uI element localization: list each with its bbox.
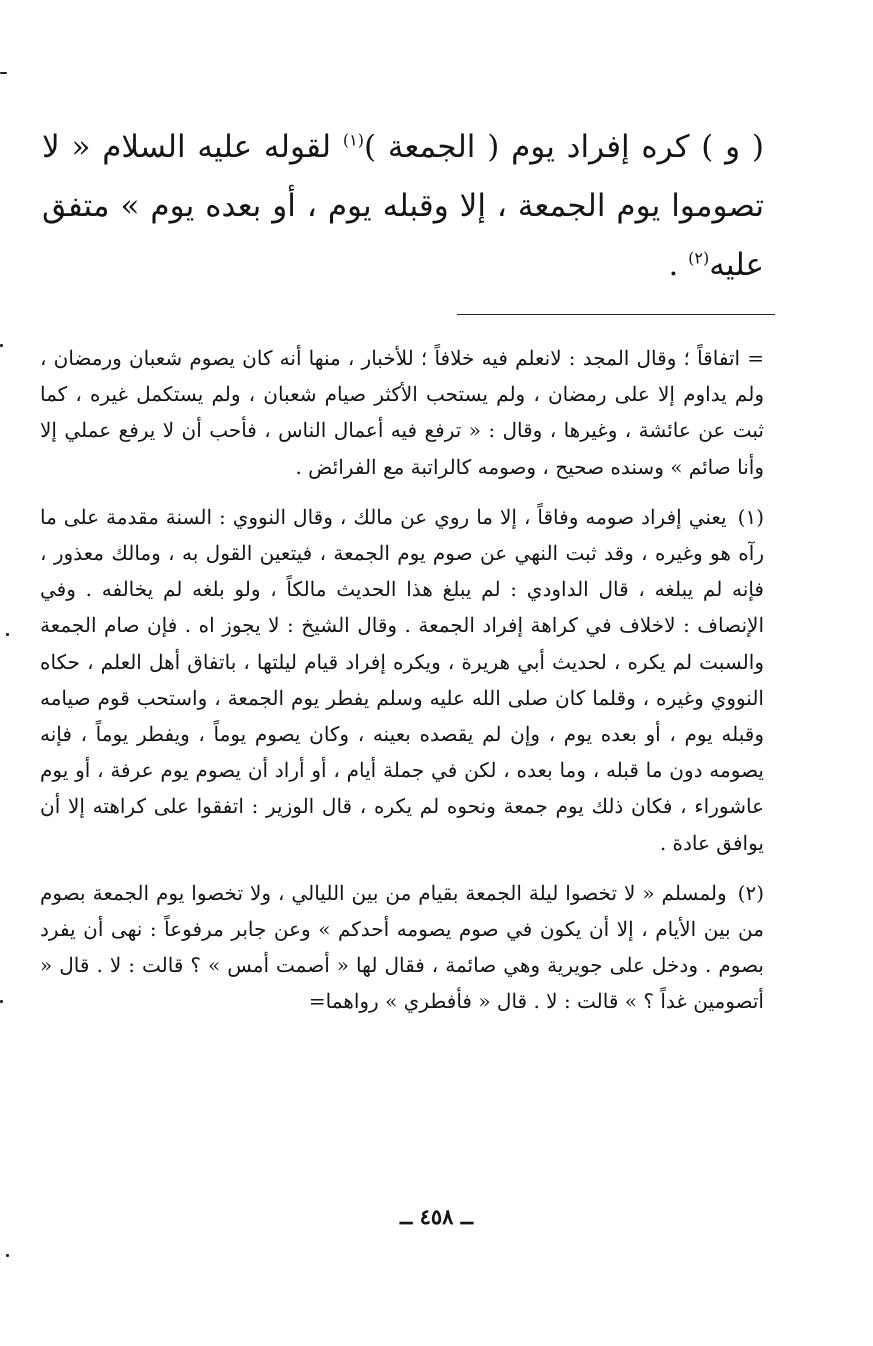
margin-mark	[0, 72, 7, 74]
footnote-1-number: (١)	[737, 504, 764, 529]
footnote-marker-2: (٢)	[688, 248, 710, 268]
main-text-end: .	[668, 247, 689, 283]
margin-mark	[6, 1254, 9, 1257]
footnote-1	[40, 499, 764, 861]
main-text-part1: ( و ) كره إفراد يوم ( الجمعة )	[363, 129, 765, 165]
footnote-marker-1: (١)	[342, 130, 364, 150]
margin-mark	[0, 344, 3, 347]
footnote-continuation: = اتفاقاً ؛ وقال المجد : لانعلم فيه خلافاً ؛ للأخبار ، منها أنه كان يصوم شعبان ورمضان ، ولم يداوم إلا على رمضان ، ولم يستحب الأكثر صيام شعبان ، ولم يستكمل غيره ، كما ثبت عن عائشة ، وغيرها ، وقال : « ترفع فيه أعمال الناس ، فأحب أن لا يرفع عملي إلا وأنا صائم » وسنده صحيح ، وصومه كالراتبة مع الفرائض .	[40, 346, 765, 479]
footnote-2-text: ولمسلم « لا تخصوا ليلة الجمعة بقيام من بين الليالي ، ولا تخصوا يوم الجمعة بصوم من بين الأيام ، إلا أن يكون في صوم يصومه أحدكم » وعن جابر مرفوعاً : نهى أن يفرد بصوم . ودخل على جويرية وهي صائمة ، فقال لها « أصمت أمس » ؟ قالت : لا . قال « أتصومين غداً ؟ » قالت : لا . قال « فأفطري » رواهما=	[40, 880, 764, 1014]
footnotes	[40, 340, 764, 1034]
footnote-separator	[457, 314, 775, 315]
footnote-2	[40, 875, 764, 1020]
main-text-part2: لقوله عليه السلام « لا تصوموا يوم الجمعة ، إلا وقبله يوم ، أو بعده يوم » متفق عليه	[42, 129, 764, 283]
margin-mark	[6, 633, 9, 636]
main-paragraph	[42, 118, 764, 295]
page-number: ــ ٤٥٨ ــ	[399, 1204, 474, 1229]
footnote-1-text: يعني إفراد صومه وفاقاً ، إلا ما روي عن مالك ، وقال النووي : السنة مقدمة على ما رآه هو وغيره ، وقد ثبت النهي عن صوم يوم الجمعة ، فيتعين القول به ، ومالك معذور ، فإنه لم يبلغه ، قال الداودي : لم يبلغ هذا الحديث مالكاً ، ولو بلغه لم يخالفه . وفي الإنصاف : لاخلاف في كراهة إفراد الجمعة . وقال الشيخ : لا يجوز اه . فإن صام الجمعة والسبت لم يكره ، لحديث أبي هريرة ، ويكره إفراد قيام ليلتها ، باتفاق أهل العلم ، حكاه النووي وغيره ، وقلما كان صلى الله عليه وسلم يفطر يوم الجمعة ، واستحب قوم صيامه وقبله يوم ، أو بعده يوم ، وإن لم يقصده بعينه ، وكان يصوم يوماً ، ويفطر يوماً ، فإنه يصومه دون ما قبله ، وما بعده ، لكن في جملة أيام ، أو أراد أن يصوم يوم عرفة ، أو يوم عاشوراء ، فكان ذلك يوم جمعة ونحوه لم يكره ، قال الوزير : اتفقوا على كراهته إلا أن يوافق عادة .	[40, 504, 764, 855]
margin-mark	[0, 1000, 3, 1003]
footnote-2-number: (٢)	[737, 880, 764, 905]
